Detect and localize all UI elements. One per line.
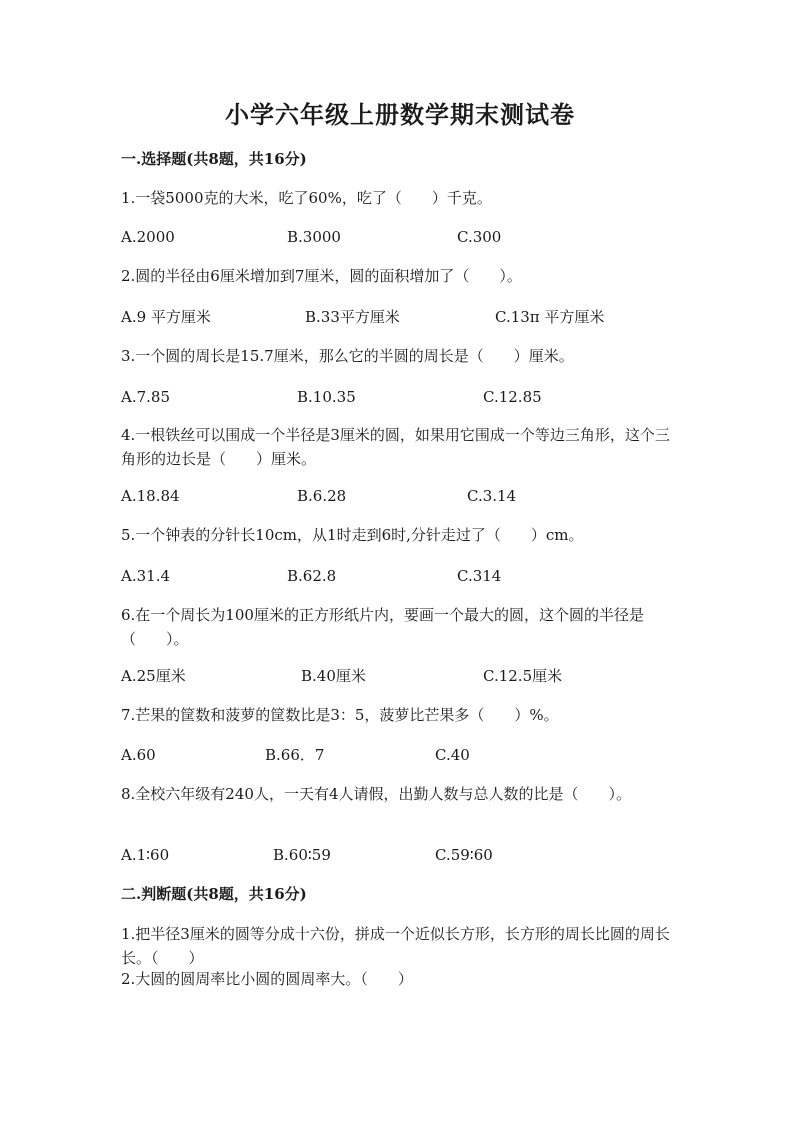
- option-b[interactable]: B.60∶59: [273, 846, 331, 864]
- section-heading-choice: 一.选择题(共8题，共16分): [121, 150, 307, 168]
- page-title: 小学六年级上册数学期末测试卷: [225, 100, 575, 129]
- question-1: 1.一袋5000克的大米，吃了60%，吃了（ ）千克。: [121, 189, 492, 207]
- options-7: [121, 744, 681, 766]
- question-8: 8.全校六年级有240人，一天有4人请假，出勤人数与总人数的比是（ ）。: [121, 785, 631, 803]
- option-c[interactable]: C.40: [435, 746, 470, 764]
- option-c[interactable]: C.12.85: [483, 388, 542, 406]
- option-c[interactable]: C.59∶60: [435, 846, 493, 864]
- options-8: [121, 844, 681, 866]
- question-4: 4.一根铁丝可以围成一个半径是3厘米的圆，如果用它围成一个等边三角形，这个三角形的边长是（ ）厘米。: [121, 426, 670, 468]
- option-a[interactable]: A.18.84: [121, 487, 180, 505]
- options-1: [121, 226, 681, 248]
- question-5: 5.一个钟表的分针长10cm，从1时走到6时,分针走过了（ ）cm。: [121, 526, 584, 544]
- option-a[interactable]: A.25厘米: [121, 667, 186, 685]
- question-3: 3.一个圆的周长是15.7厘米，那么它的半圆的周长是（ ）厘米。: [121, 347, 574, 365]
- option-b[interactable]: B.40厘米: [301, 667, 366, 685]
- section-heading-judgement: 二.判断题(共8题，共16分): [121, 885, 307, 903]
- option-c[interactable]: C.314: [457, 567, 502, 585]
- options-4: [121, 485, 681, 507]
- option-c[interactable]: C.12.5厘米: [483, 667, 563, 685]
- option-a[interactable]: A.7.85: [121, 388, 170, 406]
- question-7: 7.芒果的筐数和菠萝的筐数比是3：5，菠萝比芒果多（ ）%。: [121, 706, 559, 724]
- options-5: [121, 565, 681, 587]
- option-b[interactable]: B.66．7: [265, 746, 325, 764]
- option-b[interactable]: B.62.8: [287, 567, 337, 585]
- option-a[interactable]: A.31.4: [121, 567, 170, 585]
- options-6: [121, 665, 681, 687]
- option-a[interactable]: A.1∶60: [121, 846, 170, 864]
- option-b[interactable]: B.33平方厘米: [305, 308, 400, 326]
- options-3: [121, 386, 681, 408]
- option-c[interactable]: C.13π 平方厘米: [495, 308, 605, 326]
- option-c[interactable]: C.3.14: [467, 487, 517, 505]
- option-a[interactable]: A.60: [121, 746, 156, 764]
- judgement-question-1: 1.把半径3厘米的圆等分成十六份，拼成一个近似长方形，长方形的周长比圆的周长长。（ ）: [121, 925, 670, 967]
- option-a[interactable]: A.2000: [121, 228, 175, 246]
- question-6: 6.在一个周长为100厘米的正方形纸片内，要画一个最大的圆，这个圆的半径是（ ）。: [121, 606, 644, 648]
- option-a[interactable]: A.9 平方厘米: [121, 308, 211, 326]
- judgement-question-2: 2.大圆的圆周率比小圆的圆周率大。（ ）: [121, 970, 413, 988]
- option-c[interactable]: C.300: [457, 228, 502, 246]
- question-2: 2.圆的半径由6厘米增加到7厘米，圆的面积增加了（ ）。: [121, 267, 522, 285]
- option-b[interactable]: B.10.35: [297, 388, 356, 406]
- option-b[interactable]: B.6.28: [297, 487, 347, 505]
- options-2: [121, 306, 681, 328]
- option-b[interactable]: B.3000: [287, 228, 341, 246]
